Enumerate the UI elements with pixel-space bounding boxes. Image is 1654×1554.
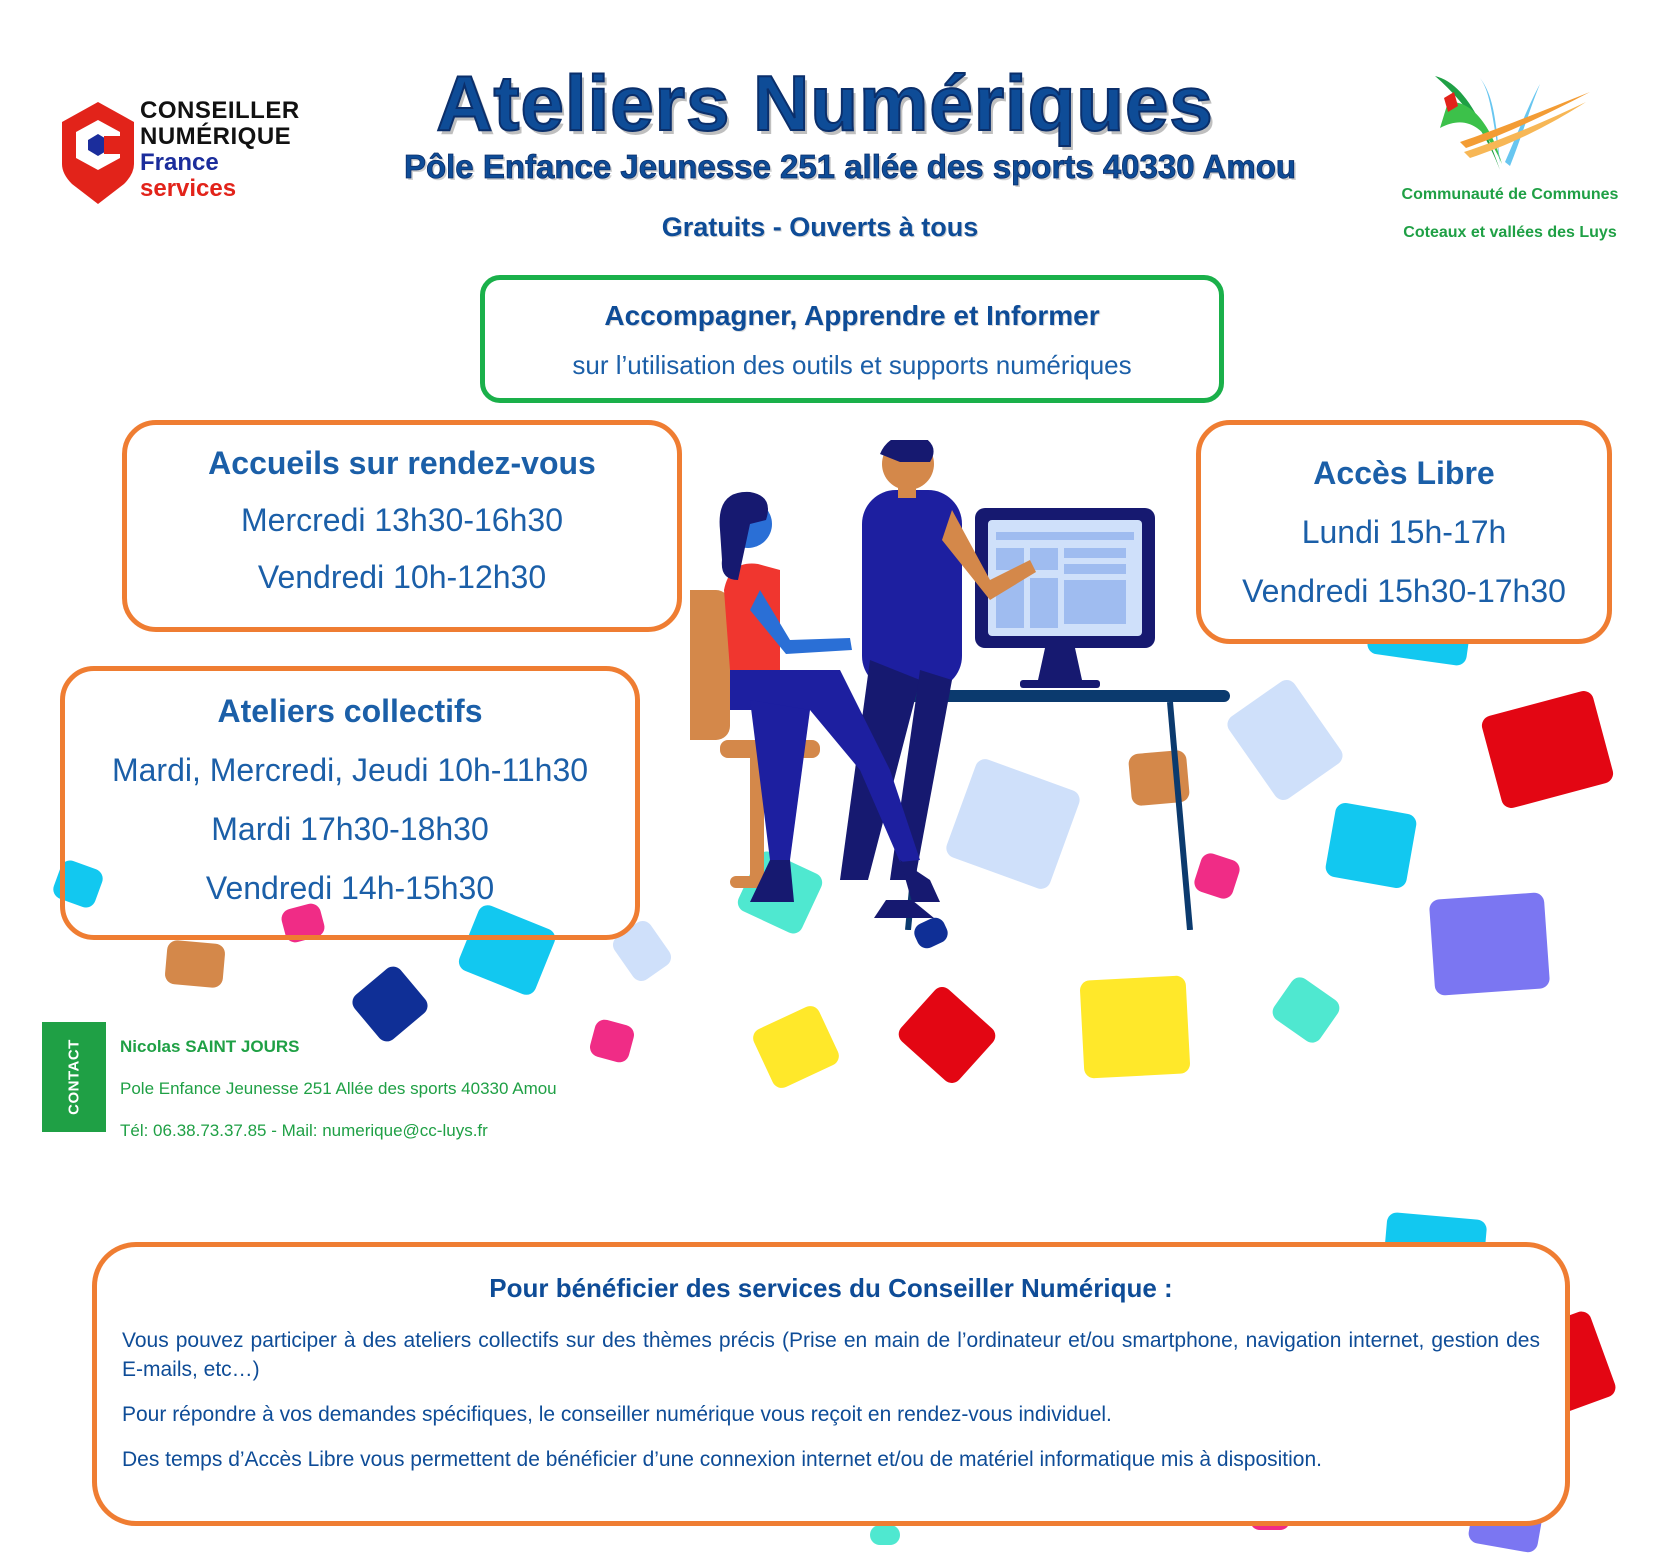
services-info-paragraph: Vous pouvez participer à des ateliers collectifs sur des thèmes précis (Prise en main de l’ordinateur et/ou smartphone, navigation internet, gestion des E-mails, etc…) [122, 1329, 1540, 1381]
confetti-square [164, 940, 226, 989]
mission-subline: sur l’utilisation des outils et supports numériques [572, 350, 1132, 380]
contact-label-bar [42, 1022, 106, 1132]
page-title: Ateliers Numériques [436, 59, 1214, 147]
communaute-emblem-icon [1430, 72, 1590, 172]
contact-name: Nicolas SAINT JOURS [120, 1037, 300, 1056]
services-info-box [92, 1242, 1570, 1526]
map-pin-logo-icon [58, 100, 138, 205]
ateliers-collectifs-box [60, 666, 640, 940]
page-subtitle: Pôle Enfance Jeunesse 251 allée des sports 40330 Amou [403, 148, 1297, 185]
confetti-square [1324, 801, 1418, 889]
acces-libre-row: Vendredi 15h30-17h30 [1242, 573, 1566, 609]
rendezvous-heading: Accueils sur rendez-vous [208, 445, 596, 481]
confetti-square [895, 983, 1000, 1087]
rendezvous-box [122, 420, 682, 632]
conseiller-numerique-logo-text: CONSEILLER NUMÉRIQUE France services [140, 97, 300, 202]
contact-label: CONTACT [65, 1039, 83, 1115]
communaute-name-line2: Coteaux et vallées des Luys [1403, 224, 1617, 241]
confetti-square [588, 1017, 636, 1064]
contact-address: Pole Enfance Jeunesse 251 Allée des sports 40330 Amou [120, 1079, 557, 1098]
confetti-square [750, 1003, 842, 1091]
confetti-square [1480, 689, 1616, 811]
acces-libre-row: Lundi 15h-17h [1301, 514, 1507, 550]
acces-libre-heading: Accès Libre [1313, 455, 1495, 491]
confetti-square [870, 1525, 900, 1545]
mission-heading: Accompagner, Apprendre et Informer [604, 300, 1100, 331]
rendezvous-row: Mercredi 13h30-16h30 [241, 502, 563, 538]
acces-libre-box [1196, 420, 1612, 644]
confetti-square [1269, 973, 1344, 1046]
collectifs-row: Mardi 17h30-18h30 [211, 811, 489, 847]
collectifs-row: Mardi, Mercredi, Jeudi 10h-11h30 [111, 752, 589, 788]
communaute-name-line1: Communauté de Communes [1401, 186, 1619, 203]
services-info-paragraph: Pour répondre à vos demandes spécifiques, le conseiller numérique vous reçoit en rendez-vous individuel. [122, 1403, 1112, 1426]
collectifs-row: Vendredi 14h-15h30 [205, 870, 495, 906]
collectifs-heading: Ateliers collectifs [217, 693, 483, 729]
confetti-square [1429, 892, 1550, 996]
contact-phone-mail: Tél: 06.38.73.37.85 - Mail: numerique@cc-luys.fr [120, 1121, 488, 1140]
contact-details [120, 1026, 557, 1152]
illustration-svg [690, 440, 1235, 930]
services-info-paragraph: Des temps d’Accès Libre vous permettent de bénéficier d’une connexion internet et/ou de matériel informatique mis à disposition. [122, 1448, 1322, 1471]
confetti-square [1224, 676, 1347, 804]
rendezvous-row: Vendredi 10h-12h30 [257, 559, 547, 595]
services-info-heading: Pour bénéficier des services du Conseiller Numérique : [489, 1273, 1173, 1303]
confetti-square [1080, 975, 1191, 1078]
communaute-logo [1430, 72, 1590, 172]
conseiller-numerique-logo [58, 100, 138, 205]
free-open-line: Gratuits - Ouverts à tous [661, 212, 979, 242]
mission-box [480, 275, 1224, 403]
people-at-computer-illustration [690, 440, 1235, 930]
